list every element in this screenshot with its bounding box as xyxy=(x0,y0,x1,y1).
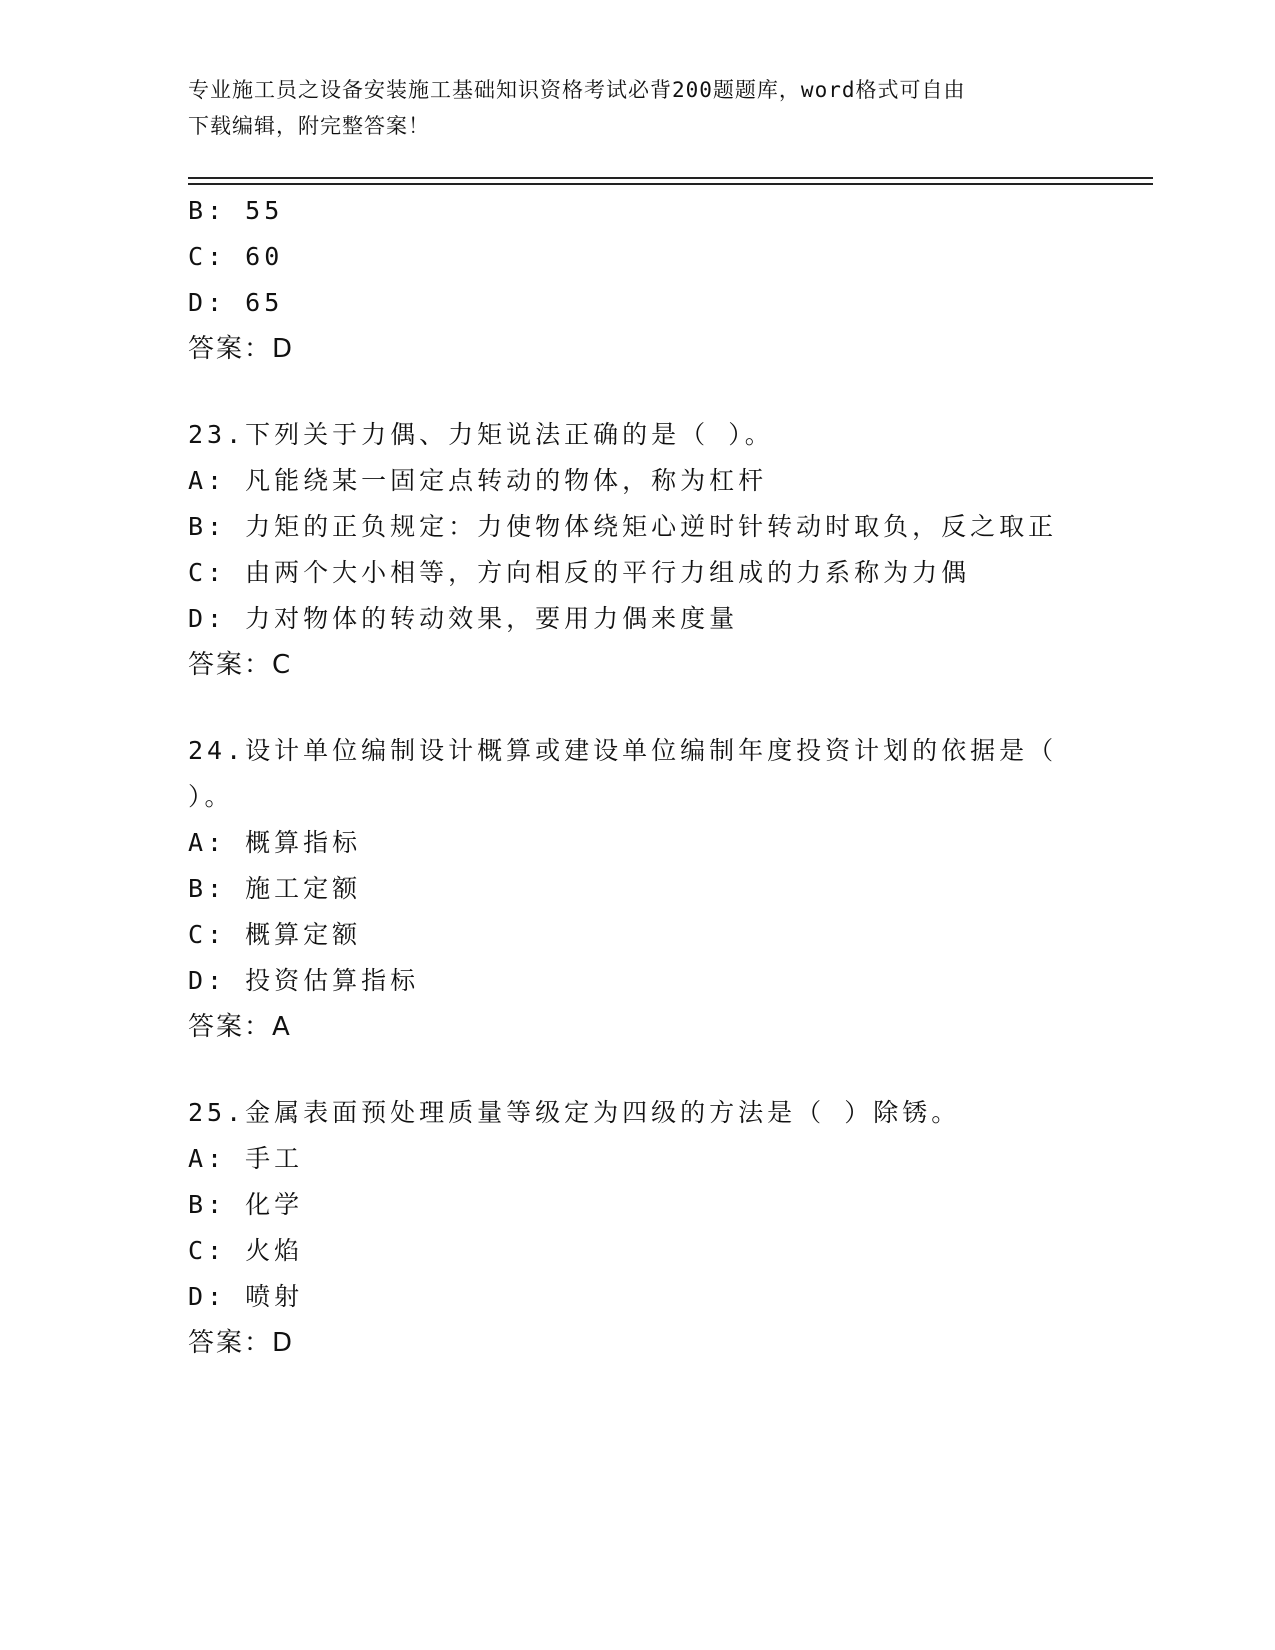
header-line-2: 下载编辑，附完整答案！ xyxy=(188,114,430,138)
option-a: A: 凡能绕某一固定点转动的物体，称为杠杆 xyxy=(188,466,768,495)
spacer xyxy=(188,1050,1153,1090)
question-text-line-2: ）。 xyxy=(188,782,234,811)
option-c: C: 60 xyxy=(188,242,284,271)
option-d: D: 力对物体的转动效果，要用力偶来度量 xyxy=(188,604,739,633)
option-a: A: 概算指标 xyxy=(188,828,362,857)
option-d: D: 喷射 xyxy=(188,1282,304,1311)
question-list xyxy=(188,188,1153,1366)
question-22-block xyxy=(188,188,1153,372)
document-header xyxy=(188,72,1068,144)
option-b: B: 55 xyxy=(188,196,284,225)
option-c: C: 火焰 xyxy=(188,1236,304,1265)
option-c: C: 由两个大小相等，方向相反的平行力组成的力系称为力偶 xyxy=(188,558,971,587)
question-text: 23.下列关于力偶、力矩说法正确的是（ ）。 xyxy=(188,420,774,449)
question-23-block xyxy=(188,412,1153,688)
header-divider-bottom xyxy=(188,183,1153,185)
answer-line: 答案：A xyxy=(188,1012,292,1042)
option-b: B: 化学 xyxy=(188,1190,304,1219)
option-b: B: 施工定额 xyxy=(188,874,362,903)
question-text-line-1: 24.设计单位编制设计概算或建设单位编制年度投资计划的依据是（ xyxy=(188,736,1058,765)
option-b: B: 力矩的正负规定：力使物体绕矩心逆时针转动时取负，反之取正 xyxy=(188,512,1058,541)
option-c: C: 概算定额 xyxy=(188,920,362,949)
question-25-block xyxy=(188,1090,1153,1366)
spacer xyxy=(188,688,1153,728)
option-d: D: 65 xyxy=(188,288,284,317)
header-divider-top xyxy=(188,177,1153,179)
option-d: D: 投资估算指标 xyxy=(188,966,420,995)
answer-line: 答案：C xyxy=(188,650,293,680)
answer-line: 答案：D xyxy=(188,1328,295,1358)
question-text: 25.金属表面预处理质量等级定为四级的方法是（ ）除锈。 xyxy=(188,1098,961,1127)
header-line-1: 专业施工员之设备安装施工基础知识资格考试必背200题题库，word格式可自由 xyxy=(188,78,966,102)
answer-line: 答案：D xyxy=(188,334,295,364)
question-24-block xyxy=(188,728,1153,1050)
spacer xyxy=(188,372,1153,412)
option-a: A: 手工 xyxy=(188,1144,304,1173)
